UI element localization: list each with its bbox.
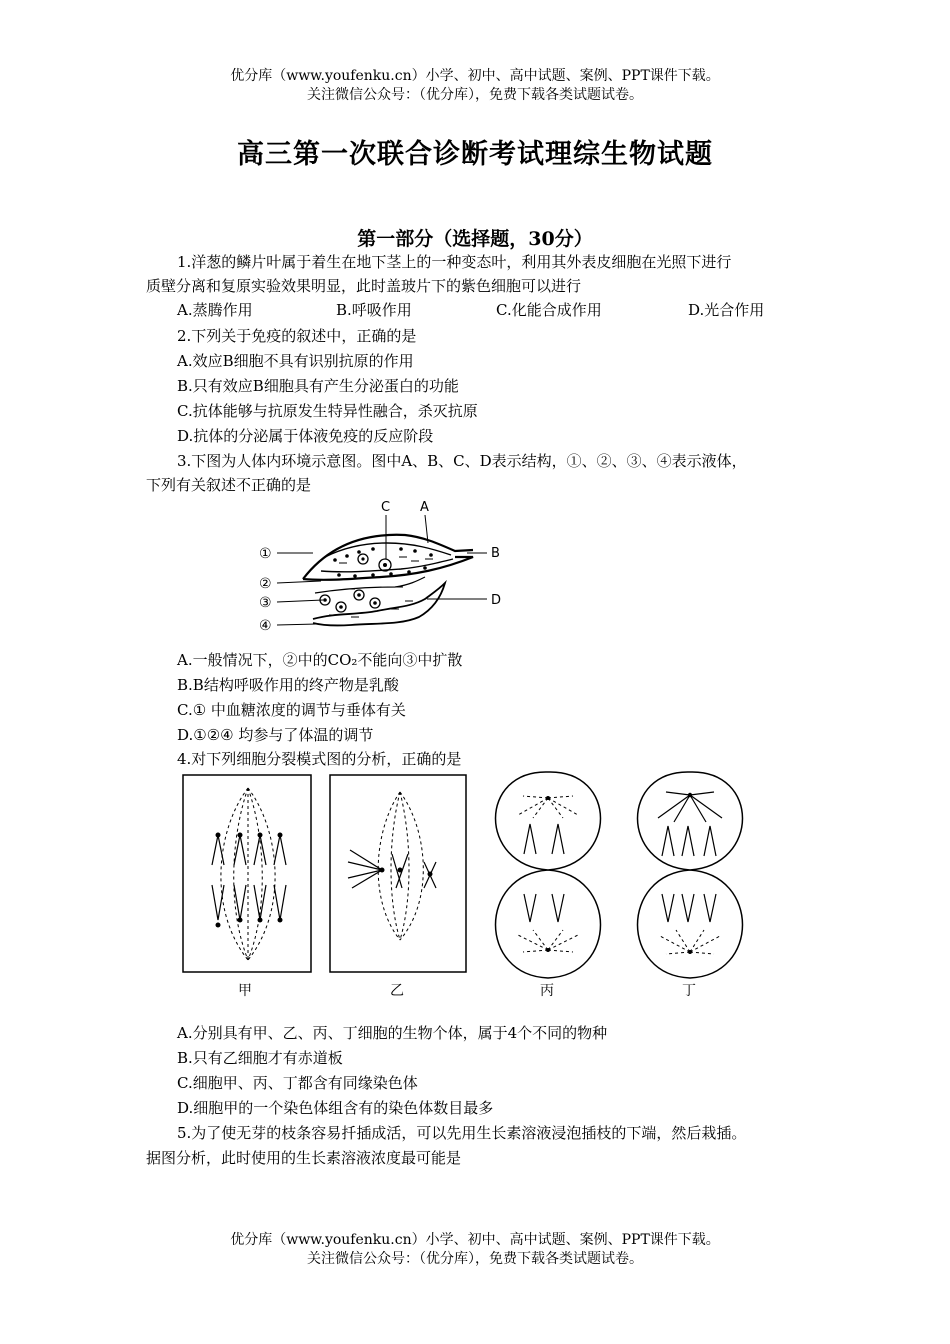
q4-stem: 4.对下列细胞分裂模式图的分析，正确的是 (177, 750, 462, 768)
q1-stem-line-2: 质壁分离和复原实验效果明显，此时盖玻片下的紫色细胞可以进行 (146, 277, 582, 295)
header-line-1: 优分库（www.youfenku.cn）小学、初中、高中试题、案例、PPT课件下载。 (230, 68, 720, 84)
fig3-label-2: ② (259, 576, 272, 592)
q2-option-c: C.抗体能够与抗原发生特异性融合，杀灭抗原 (177, 402, 478, 420)
page-title: 高三第一次联合诊断考试理综生物试题 (237, 139, 713, 170)
fig4-label-ding: 丁 (682, 983, 696, 999)
q3-option-d: D.①②④ 均参与了体温的调节 (177, 726, 374, 744)
q4-option-c: C.细胞甲、丙、丁都含有同缘染色体 (177, 1074, 418, 1092)
footer-line-1: 优分库（www.youfenku.cn）小学、初中、高中试题、案例、PPT课件下载。 (230, 1232, 720, 1248)
part-title: 第一部分（选择题，30分） (357, 228, 593, 250)
q3-option-a: A.一般情况下，②中的CO₂不能向③中扩散 (177, 651, 463, 669)
q1-option-b: B.呼吸作用 (336, 301, 412, 319)
footer-line-2: 关注微信公众号：（优分库），免费下载各类试题试卷。 (307, 1251, 643, 1267)
q1-stem-line-1: 1.洋葱的鳞片叶属于着生在地下茎上的一种变态叶，利用其外表皮细胞在光照下进行 (177, 253, 732, 271)
q4-option-a: A.分别具有甲、乙、丙、丁细胞的生物个体，属于4个不同的物种 (177, 1024, 608, 1042)
fig4-label-yi: 乙 (390, 983, 404, 999)
q2-option-a: A.效应B细胞不具有识别抗原的作用 (177, 352, 414, 370)
fig3-label-3: ③ (259, 595, 272, 611)
header-line-2: 关注微信公众号：（优分库），免费下载各类试题试卷。 (307, 87, 643, 103)
fig4-label-jia: 甲 (238, 983, 252, 999)
fig4-label-bing: 丙 (540, 983, 554, 999)
cell-division-diagrams (178, 770, 758, 1010)
fig3-label-1: ① (259, 546, 272, 562)
q4-option-b: B.只有乙细胞才有赤道板 (177, 1049, 343, 1067)
q5-stem-line-2: 据图分析，此时使用的生长素溶液浓度最可能是 (146, 1149, 462, 1167)
q3-option-b: B.B结构呼吸作用的终产物是乳酸 (177, 676, 399, 694)
q3-stem-line-1: 3.下图为人体内环境示意图。图中A、B、C、D表示结构，①、②、③、④表示液体， (177, 452, 747, 470)
fig3-label-4: ④ (259, 618, 272, 634)
fig3-label-d: D (491, 593, 502, 608)
q1-option-d: D.光合作用 (688, 301, 765, 319)
q4-option-d: D.细胞甲的一个染色体组含有的染色体数目最多 (177, 1099, 494, 1117)
q1-option-c: C.化能合成作用 (496, 301, 602, 319)
fig3-label-a: A (420, 500, 429, 515)
internal-environment-diagram (255, 497, 515, 639)
q2-option-d: D.抗体的分泌属于体液免疫的反应阶段 (177, 427, 434, 445)
fig3-label-b: B (491, 546, 500, 561)
fig3-label-c: C (381, 500, 391, 515)
q3-stem-line-2: 下列有关叙述不正确的是 (146, 476, 312, 494)
q2-stem: 2.下列关于免疫的叙述中，正确的是 (177, 327, 417, 345)
q1-option-a: A.蒸腾作用 (177, 301, 253, 319)
q3-option-c: C.① 中血糖浓度的调节与垂体有关 (177, 701, 406, 719)
q2-option-b: B.只有效应B细胞具有产生分泌蛋白的功能 (177, 377, 459, 395)
q5-stem-line-1: 5.为了使无芽的枝条容易扦插成活，可以先用生长素溶液浸泡插枝的下端，然后栽插。 (177, 1124, 747, 1142)
